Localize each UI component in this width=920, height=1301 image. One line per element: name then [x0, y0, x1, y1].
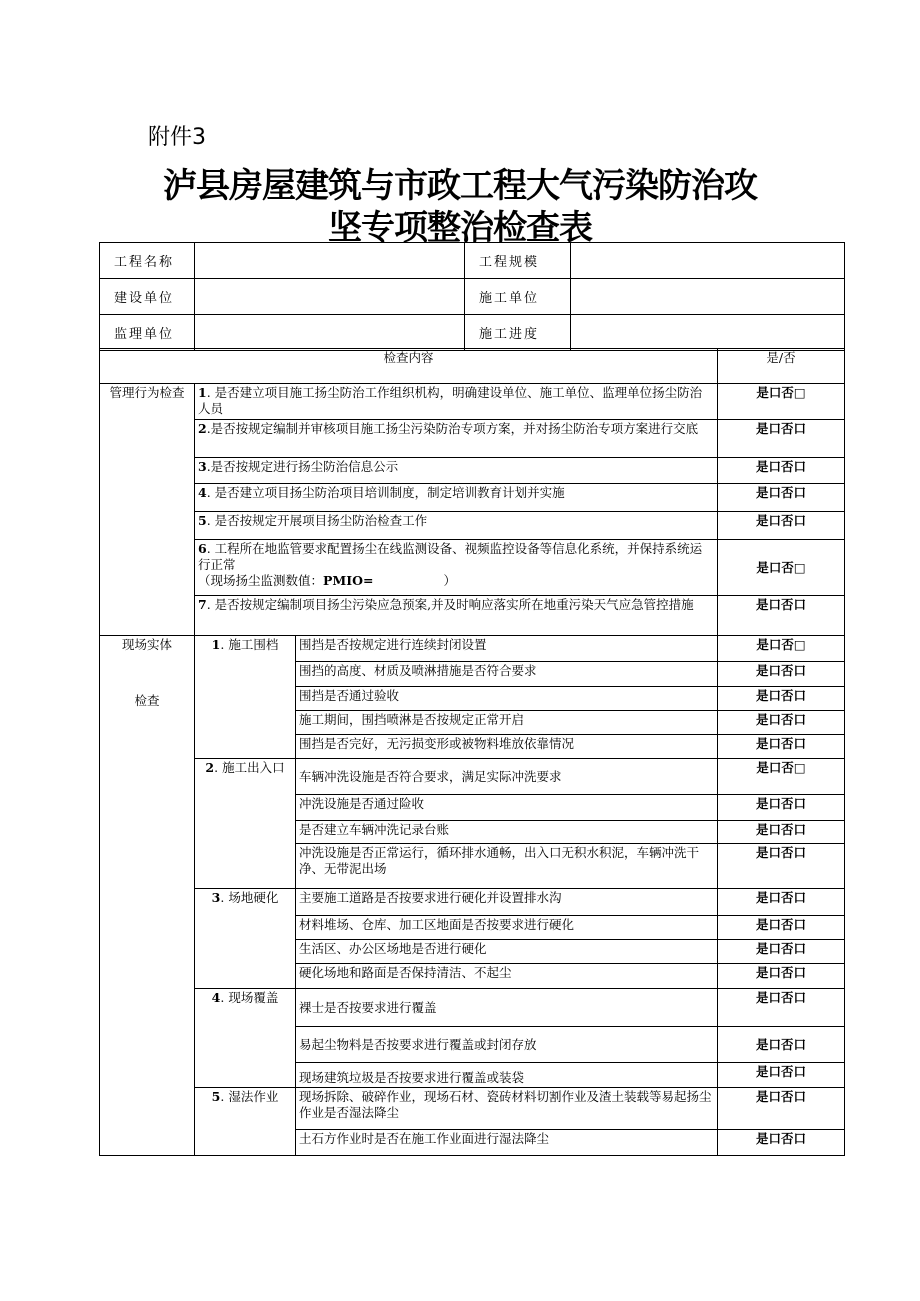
check-item: 冲洗设施是否正常运行，循环排水通畅，出入口无积水积泥，车辆冲洗干净、无带泥出场: [296, 844, 718, 889]
yes-no-checkbox[interactable]: 是口否口: [718, 596, 845, 636]
check-item: 硬化场地和路面是否保持清洁、不起尘: [296, 964, 718, 989]
yes-no-header: 是/否: [718, 349, 845, 384]
check-item: [195, 384, 718, 420]
item-text: . 工程所在地监管要求配置扬尘在线监测设备、视频监控设备等信息化系统，并保持系统运行正常: [198, 541, 703, 572]
subcategory: [195, 1088, 296, 1156]
supervisor-field[interactable]: [195, 315, 465, 351]
project-name-field[interactable]: [195, 243, 465, 279]
yes-no-checkbox[interactable]: 是口否口: [718, 735, 845, 759]
check-item: 施工期间，围挡喷淋是否按规定正常开启: [296, 711, 718, 735]
item-text: . 是否按规定编制项目扬尘污染应急预案,并及时响应落实所在地重污染天气应急管控措施: [206, 597, 694, 612]
item-number: 5: [198, 513, 207, 528]
subcategory: [195, 989, 296, 1088]
table-row: [100, 989, 845, 1027]
management-category: 管理行为检查: [100, 384, 195, 636]
project-info-row: [100, 279, 845, 315]
progress-field[interactable]: [571, 315, 845, 351]
table-row: [100, 540, 845, 596]
yes-no-checkbox[interactable]: 是口否口: [718, 964, 845, 989]
group-label: . 现场覆盖: [220, 990, 279, 1005]
item-text: .是否按规定编制并审核项目施工扬尘污染防治专项方案，并对扬尘防治专项方案进行交底: [206, 421, 699, 436]
yes-no-checkbox[interactable]: 是口否口: [718, 940, 845, 964]
check-item: 现场建筑垃圾是否按要求进行覆盖或装袋: [296, 1063, 718, 1088]
subcategory: [195, 759, 296, 889]
check-item: 围挡是否按规定进行连续封闭设置: [296, 636, 718, 662]
pm10-label: PMIO=: [323, 573, 374, 588]
item-number: 7: [198, 597, 207, 612]
check-item: 主要施工道路是否按要求进行硬化并设置排水沟: [296, 889, 718, 916]
monitor-note-suffix: ）: [443, 573, 456, 588]
site-category: [100, 636, 195, 1156]
inspection-table: [99, 348, 845, 1156]
table-row: [100, 512, 845, 540]
contractor-field[interactable]: [571, 279, 845, 315]
yes-no-checkbox[interactable]: 是口否口: [718, 795, 845, 821]
project-info-table: [99, 242, 845, 351]
project-info-row: [100, 243, 845, 279]
yes-no-checkbox[interactable]: 是口否口: [718, 1130, 845, 1156]
item-number: 6: [198, 541, 207, 556]
contractor-label: 施工单位: [465, 279, 571, 315]
check-item: [195, 512, 718, 540]
table-row: [100, 596, 845, 636]
yes-no-checkbox[interactable]: 是口否口: [718, 711, 845, 735]
yes-no-checkbox[interactable]: 是口否口: [718, 420, 845, 458]
item-number: 2: [198, 421, 207, 436]
progress-label: 施工进度: [465, 315, 571, 351]
check-item: 裸士是否按要求进行覆盖: [296, 989, 718, 1027]
yes-no-checkbox[interactable]: 是口否□: [718, 384, 845, 420]
check-item: 材料堆场、仓库、加工区地面是否按要求进行硬化: [296, 916, 718, 940]
yes-no-checkbox[interactable]: 是口否口: [718, 916, 845, 940]
table-row: [100, 759, 845, 795]
check-item: [195, 484, 718, 512]
builder-field[interactable]: [195, 279, 465, 315]
check-item: 是否建立车辆冲洗记录台账: [296, 821, 718, 844]
site-category-line1: 现场实体: [121, 637, 172, 652]
builder-label: 建设单位: [100, 279, 195, 315]
yes-no-checkbox[interactable]: 是口否□: [718, 540, 845, 596]
page-title-line2: 坚专项整治检查表: [328, 208, 592, 248]
check-item: 围挡是否完好，无污损变形或被物料堆放依靠情况: [296, 735, 718, 759]
group-number: 2: [205, 760, 215, 775]
item-number: 3: [198, 459, 207, 474]
group-number: 4: [211, 990, 221, 1005]
group-number: 1: [211, 637, 221, 652]
check-item: 围挡的高度、材质及喷淋措施是否符合要求: [296, 662, 718, 687]
group-number: 3: [211, 890, 221, 905]
yes-no-checkbox[interactable]: 是口否口: [718, 687, 845, 711]
table-row: [100, 384, 845, 420]
yes-no-checkbox[interactable]: 是口否口: [718, 662, 845, 687]
yes-no-checkbox[interactable]: 是口否口: [718, 1027, 845, 1063]
group-label: . 施工围档: [220, 637, 279, 652]
supervisor-label: 监理单位: [100, 315, 195, 351]
table-row: [100, 458, 845, 484]
yes-no-checkbox[interactable]: 是口否口: [718, 1088, 845, 1130]
check-item: 易起尘物料是否按要求进行覆盖或封闭存放: [296, 1027, 718, 1063]
content-header: 检查内容: [100, 349, 718, 384]
yes-no-checkbox[interactable]: 是口否口: [718, 821, 845, 844]
item-text: .是否按规定进行扬尘防治信息公示: [206, 459, 399, 474]
yes-no-checkbox[interactable]: 是口否口: [718, 989, 845, 1027]
yes-no-checkbox[interactable]: 是口否口: [718, 1063, 845, 1088]
table-header-row: [100, 349, 845, 384]
yes-no-checkbox[interactable]: 是口否□: [718, 759, 845, 795]
project-scale-field[interactable]: [571, 243, 845, 279]
check-item: [195, 596, 718, 636]
yes-no-checkbox[interactable]: 是口否口: [718, 889, 845, 916]
page-title-line1: 泸县房屋建筑与市政工程大气污染防治攻: [163, 166, 757, 206]
check-item: [195, 540, 718, 596]
table-row: [100, 1088, 845, 1130]
yes-no-checkbox[interactable]: 是口否□: [718, 636, 845, 662]
group-label: . 施工出入口: [214, 760, 285, 775]
attachment-label: 附件3: [148, 125, 206, 150]
check-item: 围挡是否通过验收: [296, 687, 718, 711]
item-text: . 是否按规定开展项目扬尘防治检查工作: [206, 513, 428, 528]
item-number: 1: [198, 385, 207, 400]
yes-no-checkbox[interactable]: 是口否口: [718, 844, 845, 889]
project-name-label: 工程名称: [100, 243, 195, 279]
group-label: . 湿法作业: [220, 1089, 279, 1104]
yes-no-checkbox[interactable]: 是口否口: [718, 512, 845, 540]
item-text: . 是否建立项目施工扬尘防治工作组织机构，明确建设单位、施工单位、监理单位扬尘防治人员: [198, 385, 703, 416]
check-item: [195, 420, 718, 458]
yes-no-checkbox[interactable]: 是口否口: [718, 484, 845, 512]
check-item: 生活区、办公区场地是否进行硬化: [296, 940, 718, 964]
subcategory: [195, 889, 296, 989]
site-category-line2: 检查: [134, 693, 160, 708]
check-item: [195, 458, 718, 484]
check-item: 冲洗设施是否通过险收: [296, 795, 718, 821]
table-row: [100, 636, 845, 662]
item-text: . 是否建立项目扬尘防治项目培训制度，制定培训教育计划并实施: [206, 485, 565, 500]
table-row: [100, 889, 845, 916]
group-number: 5: [211, 1089, 221, 1104]
project-info-row: [100, 315, 845, 351]
group-label: . 场地硬化: [220, 890, 279, 905]
yes-no-checkbox[interactable]: 是口否口: [718, 458, 845, 484]
check-item: 土石方作业时是否在施工作业面进行湿法降尘: [296, 1130, 718, 1156]
check-item: 车辆冲洗设施是否符合要求，满足实际冲洗要求: [296, 759, 718, 795]
check-item: 现场拆除、破碎作业，现场石材、瓷砖材料切割作业及渣土装载等易起扬尘作业是否湿法降尘: [296, 1088, 718, 1130]
subcategory: [195, 636, 296, 759]
item-number: 4: [198, 485, 207, 500]
project-scale-label: 工程规模: [465, 243, 571, 279]
table-row: [100, 420, 845, 458]
table-row: [100, 484, 845, 512]
monitor-note-prefix: （现场扬尘监测数值：: [198, 573, 324, 588]
